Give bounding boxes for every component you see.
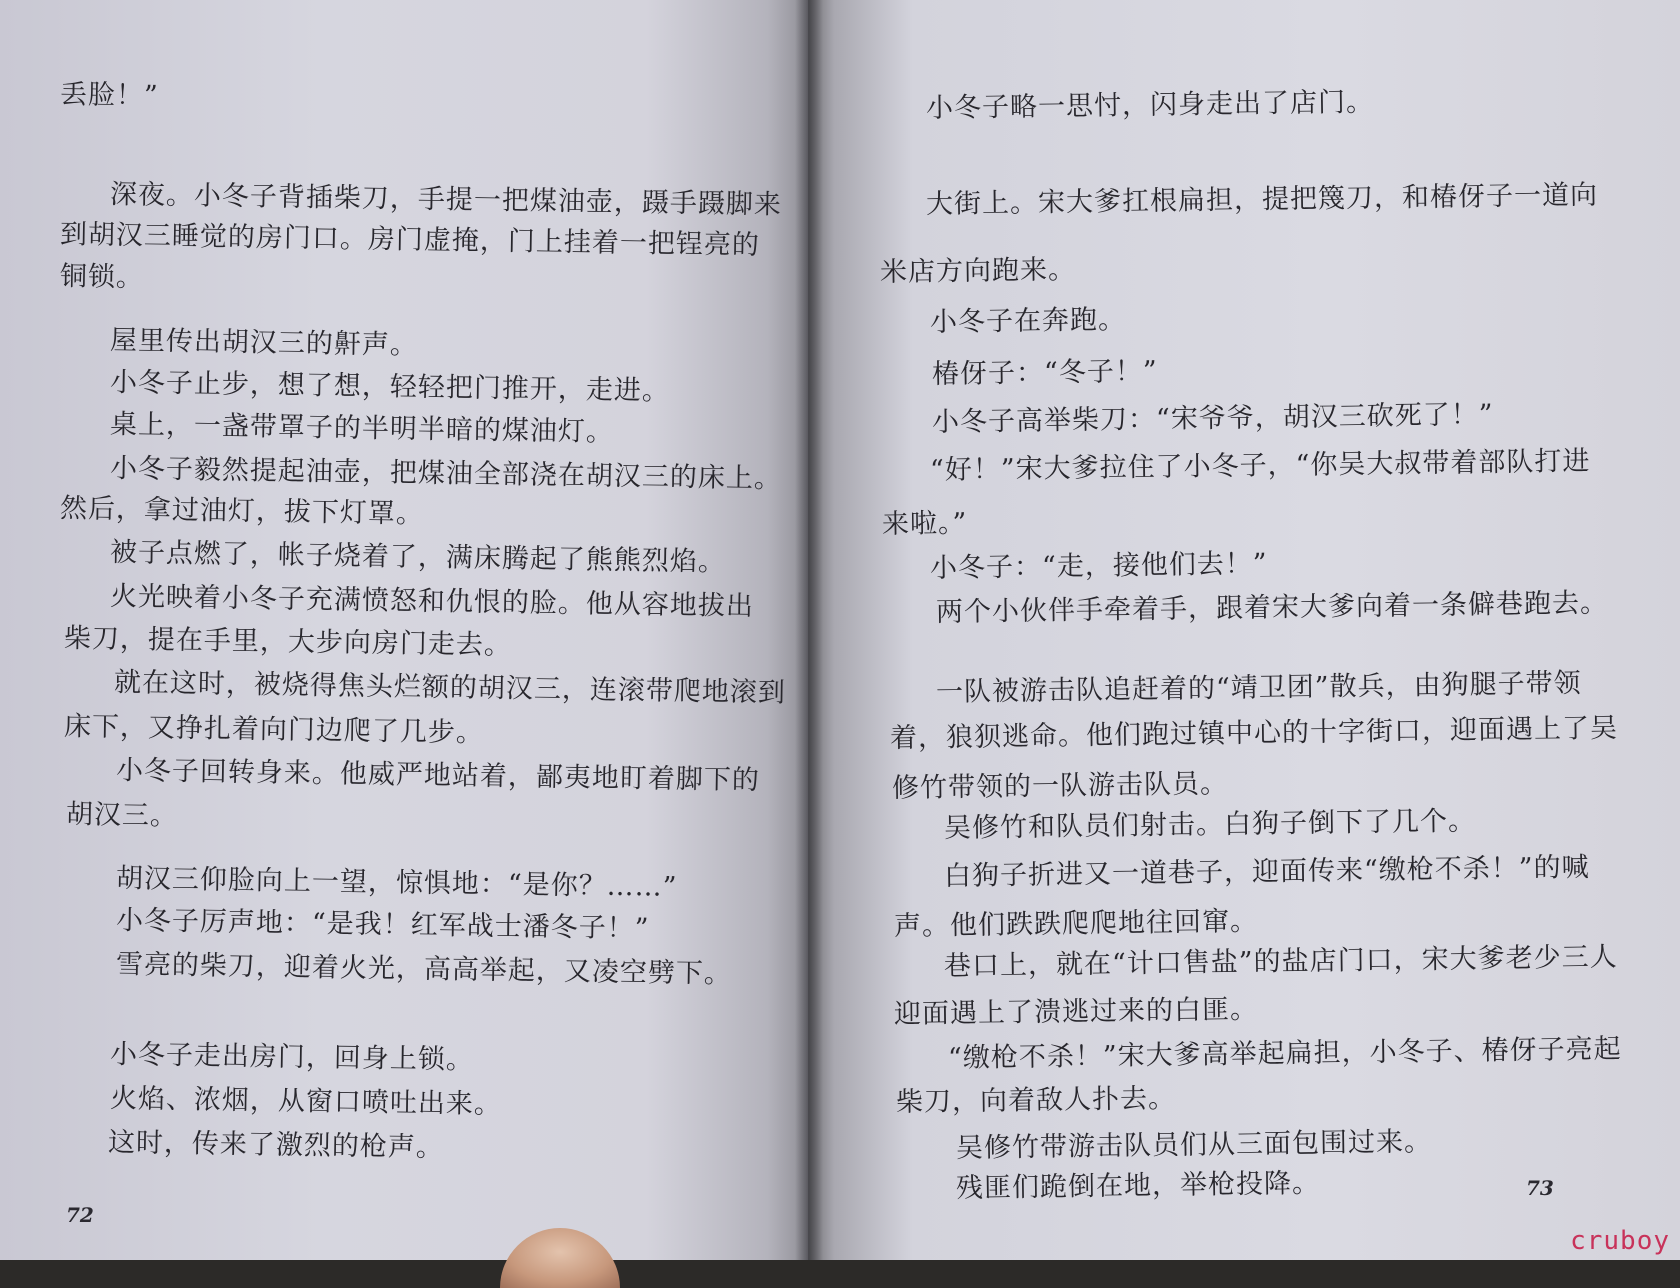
right-line: 迎面遇上了溃逃过来的白匪。 — [893, 993, 1259, 1030]
left-line: 深夜。小冬子背插柴刀，手提一把煤油壶，蹑手蹑脚来 — [109, 179, 783, 221]
left-line: 床下，又挣扎着向门边爬了几步。 — [63, 711, 485, 749]
right-line: 声。他们跌跌爬爬地往回窜。 — [893, 905, 1259, 942]
right-line: 大街上。宋大爹扛根扁担，提把篾刀，和椿伢子一道向 — [925, 179, 1599, 220]
right-line: 来啦。” — [881, 507, 968, 540]
right-line: 小冬子高举柴刀：“宋爷爷，胡汉三砍死了！” — [931, 399, 1494, 438]
left-line: 丢脸！” — [59, 79, 159, 112]
right-line: 残匪们跪倒在地，举枪投降。 — [955, 1167, 1321, 1204]
right-line: 小冬子：“走，接他们去！” — [929, 548, 1268, 584]
right-line: 着，狼狈逃命。他们跑过镇中心的十字街口，迎面遇上了吴 — [889, 712, 1619, 754]
left-line: 小冬子回转身来。他威严地站着，鄙夷地盯着脚下的 — [115, 755, 761, 797]
left-line: 火焰、浓烟，从窗口喷吐出来。 — [109, 1083, 503, 1121]
right-line: 柴刀，向着敌人扑去。 — [895, 1083, 1177, 1118]
left-line: 小冬子毅然提起油壶，把煤油全部浇在胡汉三的床上。 — [109, 453, 783, 495]
right-page — [808, 0, 1680, 1260]
right-line: “好！”宋大爹拉住了小冬子，“你吴大叔带着部队打进 — [929, 445, 1591, 486]
page-number-right: 73 — [1526, 1176, 1554, 1200]
left-line: 就在这时，被烧得焦头烂额的胡汉三，连滚带爬地滚到 — [113, 667, 787, 709]
left-line: 被子点燃了，帐子烧着了，满床腾起了熊熊烈焰。 — [109, 537, 727, 578]
right-line: 两个小伙伴手牵着手，跟着宋大爹向着一条僻巷跑去。 — [935, 587, 1609, 628]
book-gutter — [795, 0, 823, 1260]
right-line: 吴修竹带游击队员们从三面包围过来。 — [955, 1126, 1433, 1164]
right-line: 吴修竹和队员们射击。白狗子倒下了几个。 — [943, 805, 1477, 844]
left-line: 小冬子止步，想了想，轻轻把门推开，走进。 — [109, 367, 671, 407]
right-line: “缴枪不杀！”宋大爹高举起扁担，小冬子、椿伢子亮起 — [947, 1033, 1622, 1074]
left-line: 屋里传出胡汉三的鼾声。 — [109, 325, 419, 361]
left-line: 小冬子厉声地：“是我！红军战士潘冬子！” — [115, 905, 650, 945]
left-line: 这时，传来了激烈的枪声。 — [107, 1127, 445, 1164]
right-line: 米店方向跑来。 — [879, 254, 1077, 288]
left-line: 桌上，一盏带罩子的半明半暗的煤油灯。 — [109, 409, 615, 448]
left-line: 胡汉三。 — [65, 799, 179, 832]
left-line: 铜锁。 — [59, 261, 145, 294]
left-line: 到胡汉三睡觉的房门口。房门虚掩，门上挂着一把锃亮的 — [59, 219, 761, 261]
watermark: cruboy — [1570, 1226, 1670, 1256]
left-line: 然后，拿过油灯，拔下灯罩。 — [59, 493, 425, 530]
right-line: 白狗子折进又一道巷子，迎面传来“缴枪不杀！”的喊 — [943, 851, 1590, 892]
left-line: 小冬子走出房门，回身上锁。 — [109, 1039, 475, 1076]
right-line: 巷口上，就在“计口售盐”的盐店门口，宋大爹老少三人 — [943, 941, 1618, 982]
right-line: 小冬子在奔跑。 — [929, 304, 1127, 338]
left-line: 雪亮的柴刀，迎着火光，高高举起，又凌空劈下。 — [115, 949, 733, 990]
left-line: 柴刀，提在手里，大步向房门走去。 — [63, 623, 513, 662]
left-line: 火光映着小冬子充满愤怒和仇恨的脸。他从容地拔出 — [109, 581, 755, 623]
left-line: 胡汉三仰脸向上一望，惊惧地：“是你？……” — [115, 863, 678, 903]
left-page — [0, 0, 808, 1260]
page-number-left: 72 — [66, 1203, 94, 1227]
right-line: 椿伢子：“冬子！” — [931, 355, 1158, 390]
right-line: 修竹带领的一队游击队员。 — [891, 768, 1229, 804]
right-line: 小冬子略一思忖，闪身走出了店门。 — [925, 86, 1375, 124]
right-line: 一队被游击队追赶着的“靖卫团”散兵，由狗腿子带领 — [935, 667, 1582, 708]
